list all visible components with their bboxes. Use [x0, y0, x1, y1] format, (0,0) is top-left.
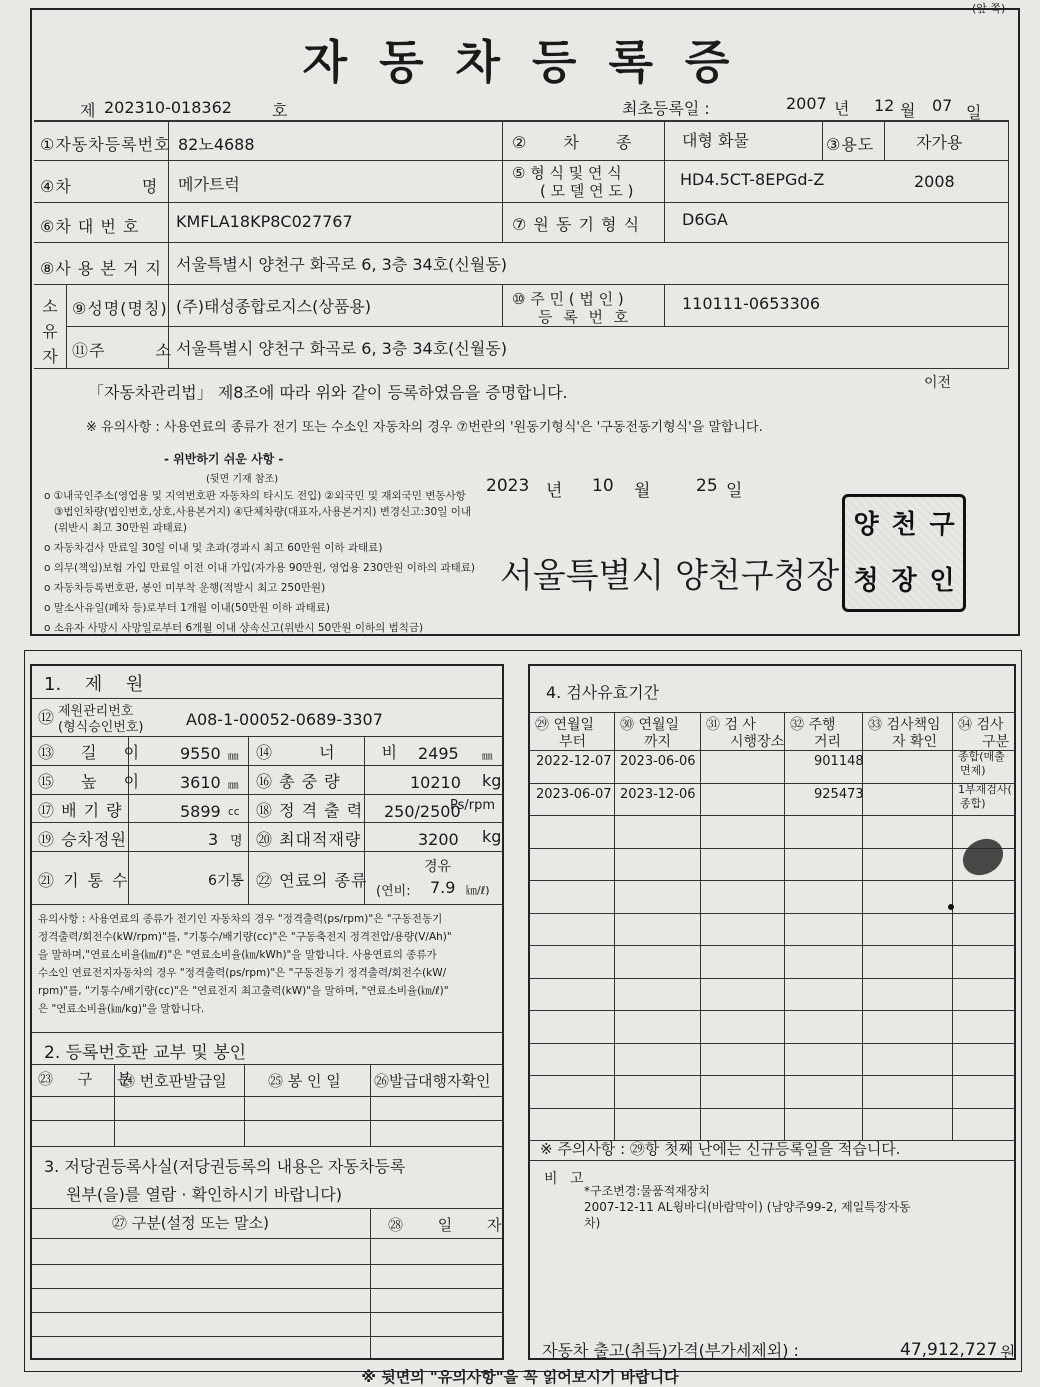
length-unit: ㎜ [228, 750, 239, 762]
violation-item: o 자동차등록번호판, 봉인 미부착 운행(적발시 최고 250만원) [44, 582, 326, 594]
issue-day: 25 [696, 476, 718, 496]
vin-value: KMFLA18KP8C027767 [176, 212, 353, 231]
inspection-kind-sub: 종합) [960, 796, 986, 810]
issue-day-unit: 일 [726, 481, 743, 501]
violation-item: ③법인차량(법인번호,상호,사용본거지) ④단체차량(대표자,사용본거지) 변경신고:30일 이내 [54, 506, 471, 518]
violation-item: o 소유자 사망시 사망일로부터 6개월 이내 상속신고(위반시 50만원 이하의 범칙금) [44, 622, 424, 634]
corp-no-label: ⑩ 주 민 ( 법 인 ) [512, 290, 624, 308]
inspection-title: 4. 검사유효기간 [546, 683, 660, 702]
violation-item: o 의무(책임)보험 가입 만료일 이전 이내 가입(자가용 90만원, 영업용 230만원 이하의 과태료) [44, 562, 475, 574]
inspection-row-line [529, 1010, 1015, 1011]
issue-year-unit: 년 [546, 481, 563, 501]
owner-name-label: ⑨성명(명칭) [72, 299, 168, 318]
first-reg-year: 2007 [786, 94, 827, 113]
price-label: 자동차 출고(취득)가격(부가세제외) : [542, 1341, 799, 1360]
displacement-value: 5899 [180, 802, 221, 821]
inspection-header-3: ㉛ 검 사 [706, 717, 756, 733]
reg-no-label: ①자동차등록번호 [40, 135, 171, 154]
issue-month-unit: 월 [634, 481, 651, 501]
height-value: 3610 [180, 773, 221, 792]
reg-no-value: 82노4688 [178, 135, 255, 154]
width-label: ⑭ 너 비 [256, 743, 399, 762]
inspection-row-line [529, 1043, 1015, 1044]
gross-weight-unit: kg [482, 771, 502, 790]
inspection-header-1: ㉙ 연월일 [535, 717, 595, 733]
engine-label: ⑦ 원 동 기 형 식 [512, 215, 641, 234]
document-title: 자 동 차 등 록 증 [302, 35, 738, 89]
inspection-header-1-sub: 부터 [559, 734, 587, 750]
spec-notice-line: 은 "연료소비율(㎞/kg)"을 말합니다. [38, 1003, 205, 1015]
remarks-line-1: *구조변경:물품적재장치 [584, 1184, 710, 1198]
violation-item: o 자동차검사 만료일 30일 이내 및 초과(경과시 최고 60만원 이하 과태료) [44, 542, 383, 554]
rated-output-value: 250/2500 [384, 802, 461, 821]
length-label: ⑬ 길 이 [38, 743, 141, 762]
height-label: ⑮ 높 이 [38, 772, 141, 791]
max-load-value: 3200 [418, 830, 459, 849]
footer-notice: ※ 뒷면의 "유의사항"을 꼭 읽어보시기 바랍니다 [361, 1368, 679, 1386]
model-value: HD4.5CT-8EPGd-Z [680, 170, 825, 189]
page-side-mark: (앞 쪽) [972, 2, 1006, 15]
cert-no-suffix: 호 [272, 101, 288, 120]
owner-name-value: (주)태성종합로지스(상품용) [176, 297, 371, 316]
vehicle-name-value: 메가트럭 [178, 175, 240, 194]
seats-label: ⑲ 승차정원 [38, 830, 127, 849]
issue-month: 10 [592, 476, 614, 496]
displacement-unit: cc [228, 806, 240, 818]
violation-item: (위반시 최고 30만원 과태료) [54, 522, 187, 534]
fuel-eff-unit: ㎞/ℓ) [466, 884, 490, 897]
inspection-kind: 1부재검사( [958, 782, 1012, 796]
vehicle-name-label: ④차 명 [40, 177, 159, 196]
inspection-kind: 종합(매출 [958, 750, 1005, 763]
displacement-label: ⑰ 배 기 량 [38, 801, 123, 820]
seal-character: 양 [853, 510, 879, 540]
spec-notice-line: 을 말하며,"연료소비율(㎞/ℓ)"은 "연료소비율(㎞/kWh)"을 말합니다. 사용연료의 종류가 [38, 949, 437, 961]
spec-notice-line: 수소인 연료전지자동차의 경우 "정격출력(ps/rpm)"은 "구동전동기 정격출력/회전수(kW/ [38, 967, 447, 979]
fuel-type-label: ㉒ 연료의 종류 [256, 871, 368, 890]
inspection-header-6: ㉞ 검사 [958, 717, 1004, 733]
remarks-line-3: 차) [584, 1216, 601, 1230]
base-location-label: ⑧사 용 본 거 지 [40, 259, 162, 278]
vin-label: ⑥차 대 번 호 [40, 217, 140, 236]
seats-unit: 명 [230, 834, 243, 849]
spec-notice-line: 유의사항 : 사용연료의 종류가 전기인 자동차의 경우 "정격출력(ps/rpm)"은 "구동전동기 [38, 913, 443, 925]
certification-statement: 「자동차관리법」 제8조에 따라 위와 같이 등록하였음을 증명합니다. [88, 383, 568, 402]
lien-section-title: 3. 저당권등록사실(저당권등록의 내용은 자동차등록 [44, 1157, 406, 1176]
inspection-header-4-sub: 거리 [814, 734, 842, 750]
transfer-mark: 이전 [924, 375, 952, 391]
gross-weight-label: ⑯ 총 중 량 [256, 772, 341, 791]
issuer-name: 서울특별시 양천구청장 [500, 556, 840, 596]
inspection-row-line [529, 880, 1015, 881]
use-value: 자가용 [916, 133, 963, 152]
model-year-label: ( 모 델 연 도 ) [540, 182, 634, 200]
inspection-row-line [529, 978, 1015, 979]
seal-character: 장 [891, 566, 917, 596]
issue-year: 2023 [486, 476, 530, 496]
seal-character: 청 [853, 566, 879, 596]
inspection-row-line [529, 848, 1015, 849]
lien-header-category: ㉗ 구분(설정 또는 말소) [112, 1214, 269, 1232]
approval-label-2: (형식승인번호) [58, 720, 144, 735]
inspection-row-line [529, 815, 1015, 816]
remarks-label: 비 고 [544, 1171, 588, 1187]
spec-notice [38, 910, 452, 1018]
cert-no-label: 제 [80, 101, 96, 120]
violation-item: o 말소사유일(폐차 등)로부터 1개월 이내(50만원 이하 과태료) [44, 602, 331, 614]
rated-output-label: ⑱ 정 격 출 력 [256, 801, 364, 820]
inspection-mileage: 901148 [814, 754, 864, 769]
owner-address-value: 서울특별시 양천구 화곡로 6, 3층 34호(신월동) [176, 339, 508, 358]
seats-value: 3 [208, 830, 219, 849]
owner-address-label: ⑪주 소 [72, 341, 172, 360]
price-unit: 원 [1000, 1343, 1016, 1362]
fuel-eff-value: 7.9 [430, 878, 456, 897]
seal-character: 천 [891, 510, 917, 540]
inspection-row-line [529, 1108, 1015, 1109]
approval-label: 제원관리번호 [58, 704, 134, 719]
lien-header-date: ㉘ 일 자 [388, 1216, 502, 1234]
width-unit: ㎜ [482, 750, 493, 762]
inspection-header-3-sub: 시행장소 [730, 734, 785, 750]
model-label: ⑤ 형 식 및 연 식 [512, 164, 622, 182]
fuel-eff-label: (연비: [376, 884, 411, 899]
inspection-header-2: ㉚ 연월일 [620, 717, 680, 733]
inspection-header-4: ㉜ 주행 [790, 717, 836, 733]
gross-weight-value: 10210 [410, 773, 461, 792]
rated-output-unit: Ps/rpm [450, 798, 496, 813]
corp-no-value: 110111-0653306 [682, 294, 821, 313]
vehicle-type-value: 대형 화물 [682, 131, 749, 150]
price-value: 47,912,727 [900, 1340, 998, 1360]
seal-character: 구 [929, 510, 955, 540]
ink-dot [948, 904, 954, 910]
inspection-kind-sub: 면제) [960, 764, 986, 777]
cert-number: 202310-018362 [104, 98, 232, 117]
lien-section-title-2: 원부(을)를 열람 · 확인하시기 바랍니다) [66, 1185, 342, 1204]
inspection-header-2-sub: 까지 [644, 734, 672, 750]
inspection-to-date: 2023-06-06 [620, 754, 696, 769]
max-load-label: ⑳ 최대적재량 [256, 830, 362, 849]
inspection-to-date: 2023-12-06 [620, 786, 696, 802]
inspection-row-line [529, 945, 1015, 946]
plate-section-title: 2. 등록번호판 교부 및 봉인 [44, 1043, 247, 1063]
engine-value: D6GA [682, 210, 728, 229]
inspection-header-6-sub: 구분 [982, 734, 1010, 750]
first-reg-day: 07 [932, 96, 953, 115]
corp-no-label-2: 등 록 번 호 [538, 308, 632, 326]
max-load-unit: kg [482, 827, 502, 846]
unit-year: 년 [834, 99, 850, 118]
fuel-type-value: 경유 [424, 859, 452, 875]
plate-header-agent: ㉖발급대행자확인 [374, 1072, 491, 1090]
violations-subtitle: (뒷면 기재 참조) [206, 474, 279, 485]
remarks-line-2: 2007-12-11 AL윙바디(바람막이) (남양주99-2, 제일특장자동 [584, 1200, 911, 1214]
use-label: ③용도 [826, 135, 875, 154]
length-value: 9550 [180, 744, 221, 763]
plate-header-issue-date: ㉔ 번호판발급일 [120, 1072, 227, 1090]
inspection-row-line [529, 913, 1015, 914]
electric-notice: ※ 유의사항 : 사용연료의 종류가 전기 또는 수소인 자동차의 경우 ⑦번란의 '원동기형식'은 '구동전동기형식'을 말합니다. [86, 420, 763, 435]
height-unit: ㎜ [228, 779, 239, 791]
spec-no-circle: ⑫ [38, 708, 55, 727]
violations-title: - 위반하기 쉬운 사항 - [164, 452, 284, 466]
vehicle-type-label: ② 차 종 [512, 133, 633, 152]
official-seal [842, 494, 966, 612]
cylinders-label: ㉑ 기 통 수 [38, 871, 129, 890]
inspection-row-line [529, 1075, 1015, 1076]
spec-notice-line: rpm)"를, "기통수/배기량(cc)"은 "연료전지 최고출력(kW)"을 말하며, "연료소비율(㎞/ℓ)" [38, 985, 449, 997]
owner-side-label: 소유자 [42, 297, 58, 366]
inspection-notice: ※ 주의사항 : ㉙항 첫째 난에는 신규등록일을 적습니다. [540, 1140, 901, 1158]
inspection-mileage: 925473 [814, 786, 864, 802]
inspection-header-5: ㉝ 검사책임 [868, 717, 941, 733]
inspection-from-date: 2022-12-07 [536, 754, 612, 769]
width-value: 2495 [418, 744, 459, 763]
inspection-header-5-sub: 자 확인 [892, 734, 938, 750]
inspection-from-date: 2023-06-07 [536, 786, 612, 802]
approval-number: A08-1-00052-0689-3307 [186, 710, 383, 729]
spec-title: 1. 제 원 [44, 674, 144, 695]
seal-character: 인 [929, 566, 955, 596]
first-reg-month: 12 [874, 96, 895, 115]
base-location-value: 서울특별시 양천구 화곡로 6, 3층 34호(신월동) [176, 255, 508, 274]
cylinders-value: 6기통 [208, 873, 244, 889]
unit-day: 일 [966, 103, 982, 122]
violation-item: o ①내국인주소(영업용 및 지역번호판 자동차의 타시도 전입) ②외국민 및 재외국민 변동사항 [44, 490, 466, 502]
plate-header-category: ㉓ 구 분 [38, 1070, 132, 1088]
plate-header-seal-date: ㉕ 봉 인 일 [268, 1072, 341, 1090]
unit-month: 월 [900, 101, 916, 120]
spec-notice-line: 정격출력/회전수(kW/rpm)"를, "기통수/배기량(cc)"은 "구동축전지 정격전압/용량(V/Ah)" [38, 931, 452, 943]
inspection-row-line [529, 783, 1015, 784]
model-year-value: 2008 [914, 172, 955, 191]
first-reg-label: 최초등록일 : [622, 99, 710, 118]
